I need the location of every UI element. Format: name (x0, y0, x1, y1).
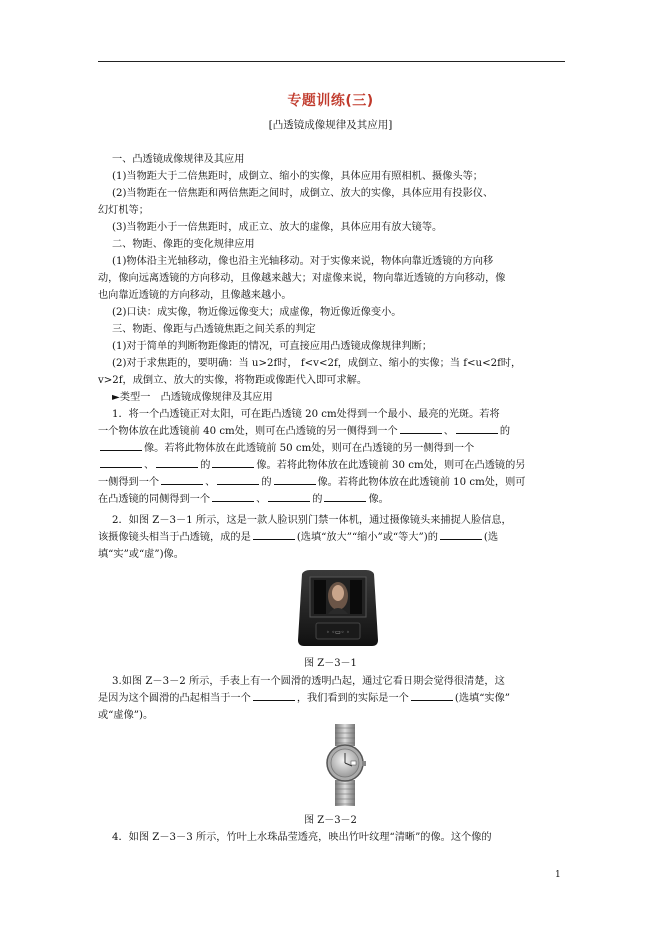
answer-blank[interactable] (324, 491, 366, 502)
question-1-line: 1．将一个凸透镜正对太阳，可在距凸透镜 20 cm处得到一个最小、最亮的光斑。若将 (112, 409, 500, 420)
text-span: 的 (312, 494, 323, 505)
text-line: (3)当物距小于一倍焦距时，成正立、放大的虚像，具体应用有放大镜等。 (112, 222, 443, 233)
text-span: (选填“实像” (454, 693, 511, 704)
text-span: 像。若将此物体放在此透镜前 50 cm处，则可在凸透镜的另一侧得到一个 (144, 443, 475, 454)
question-1-line (98, 474, 565, 491)
question-3-line (98, 690, 565, 707)
text-line: v>2f，成倒立、放大的实像，将物距或像距代入即可求解。 (98, 375, 368, 386)
answer-blank[interactable] (100, 457, 142, 468)
answer-blank[interactable] (217, 474, 259, 485)
type-heading: ►类型一 凸透镜成像规律及其应用 (112, 392, 273, 403)
text-span: (选填“放大”“缩小”或“等大”)的 (296, 532, 438, 543)
answer-blank[interactable] (274, 474, 316, 485)
text-line: (2)对于求焦距的，要明确：当 u>2f时， f<v<2f，成倒立、缩小的实像；当 f<u<2f时， (112, 358, 522, 369)
text-span: (选 (483, 532, 499, 543)
answer-blank[interactable] (456, 423, 498, 434)
svg-text:◦ ◦▭◦ ◦: ◦ ◦▭◦ ◦ (326, 629, 350, 636)
answer-blank[interactable] (253, 529, 295, 540)
text-span: 的 (261, 477, 272, 488)
text-span: 、 (205, 477, 216, 488)
text-span: 、 (256, 494, 267, 505)
text-line: (2)当物距在一倍焦距和两倍焦距之间时，成倒立、放大的实像，具体应用有投影仪、 (112, 188, 494, 199)
answer-blank[interactable] (400, 423, 442, 434)
question-1-line (98, 457, 565, 474)
text-span: 像。若将此物体放在此透镜前 30 cm处，则可在凸透镜的另 (256, 460, 526, 471)
text-line: 也向靠近透镜的方向移动，且像越来越小。 (98, 290, 292, 301)
page-subtitle: [凸透镜成像规律及其应用] (268, 119, 393, 131)
text-span: 的 (499, 426, 511, 437)
question-2-line: 填“实”或“虚”)像。 (98, 549, 184, 560)
question-4-line: 4．如图 Z－3－3 所示，竹叶上水珠晶莹透亮，映出竹叶纹理“清晰”的像。这个像的 (112, 832, 492, 843)
answer-blank[interactable] (268, 491, 310, 502)
text-span: 的 (200, 460, 211, 471)
text-span: 该摄像镜头相当于凸透镜，成的是 (98, 532, 251, 543)
wristwatch-image (320, 722, 370, 808)
text-line: 动，像向远离透镜的方向移动，且像越来越大；对虚像来说，物向靠近透镜的方向移动，像 (98, 273, 506, 284)
question-3-line: 或“虚像”)。 (98, 710, 154, 721)
text-span: 像。若将此物体放在此透镜前 10 cm处，则可 (317, 477, 526, 488)
question-2-line (98, 529, 565, 546)
text-span: 一侧得到一个 (98, 477, 160, 488)
answer-blank[interactable] (161, 474, 203, 485)
answer-blank[interactable] (212, 491, 254, 502)
answer-blank[interactable] (156, 457, 198, 468)
question-1-line (98, 440, 565, 457)
figure-caption: 图 Z－3－2 (304, 815, 357, 826)
text-span: 、 (144, 460, 155, 471)
face-recognition-device-image (296, 568, 380, 648)
header-rule (98, 61, 565, 62)
question-1-line (98, 491, 565, 508)
answer-blank[interactable] (440, 529, 482, 540)
text-span: 在凸透镜的同侧得到一个 (98, 494, 211, 505)
text-line: (1)对于简单的判断物距像距的情况，可直接应用凸透镜成像规律判断； (112, 341, 433, 352)
question-3-line: 3.如图 Z－3－2 所示，手表上有一个圆滑的透明凸起，通过它看日期会觉得很清楚，这 (112, 676, 505, 687)
text-line: (1)物体沿主光轴移动，像也沿主光轴移动。对于实像来说，物体向靠近透镜的方向移 (112, 256, 494, 267)
text-line: 幻灯机等； (98, 205, 149, 216)
text-span: 是因为这个圆滑的凸起相当于一个 (98, 693, 251, 704)
answer-blank[interactable] (411, 690, 453, 701)
text-line: (1)当物距大于二倍焦距时，成倒立、缩小的实像，具体应用有照相机、摄像头等； (112, 171, 483, 182)
answer-blank[interactable] (253, 690, 295, 701)
answer-blank[interactable] (212, 457, 254, 468)
text-span: 像。 (368, 494, 389, 505)
question-1-line (98, 423, 565, 440)
page-number: 1 (555, 870, 561, 880)
answer-blank[interactable] (100, 440, 142, 451)
section-heading: 三、物距、像距与凸透镜焦距之间关系的判定 (112, 324, 316, 335)
section-heading: 二、物距、像距的变化规律应用 (112, 239, 255, 250)
page-title: 专题训练(三) (287, 93, 374, 109)
section-heading: 一、凸透镜成像规律及其应用 (112, 154, 245, 165)
question-2-line: 2．如图 Z－3－1 所示，这是一款人脸识别门禁一体机，通过摄像镜头来捕捉人脸信息， (112, 515, 512, 526)
text-span: 、 (443, 426, 454, 437)
text-span: ，我们看到的实际是一个 (296, 693, 409, 704)
text-line: (2)口诀：成实像，物近像远像变大；成虚像，物近像近像变小。 (112, 307, 402, 318)
text-span: 一个物体放在此透镜前 40 cm处，则可在凸透镜的另一侧得到一个 (98, 426, 398, 437)
figure-caption: 图 Z－3－1 (304, 658, 357, 669)
